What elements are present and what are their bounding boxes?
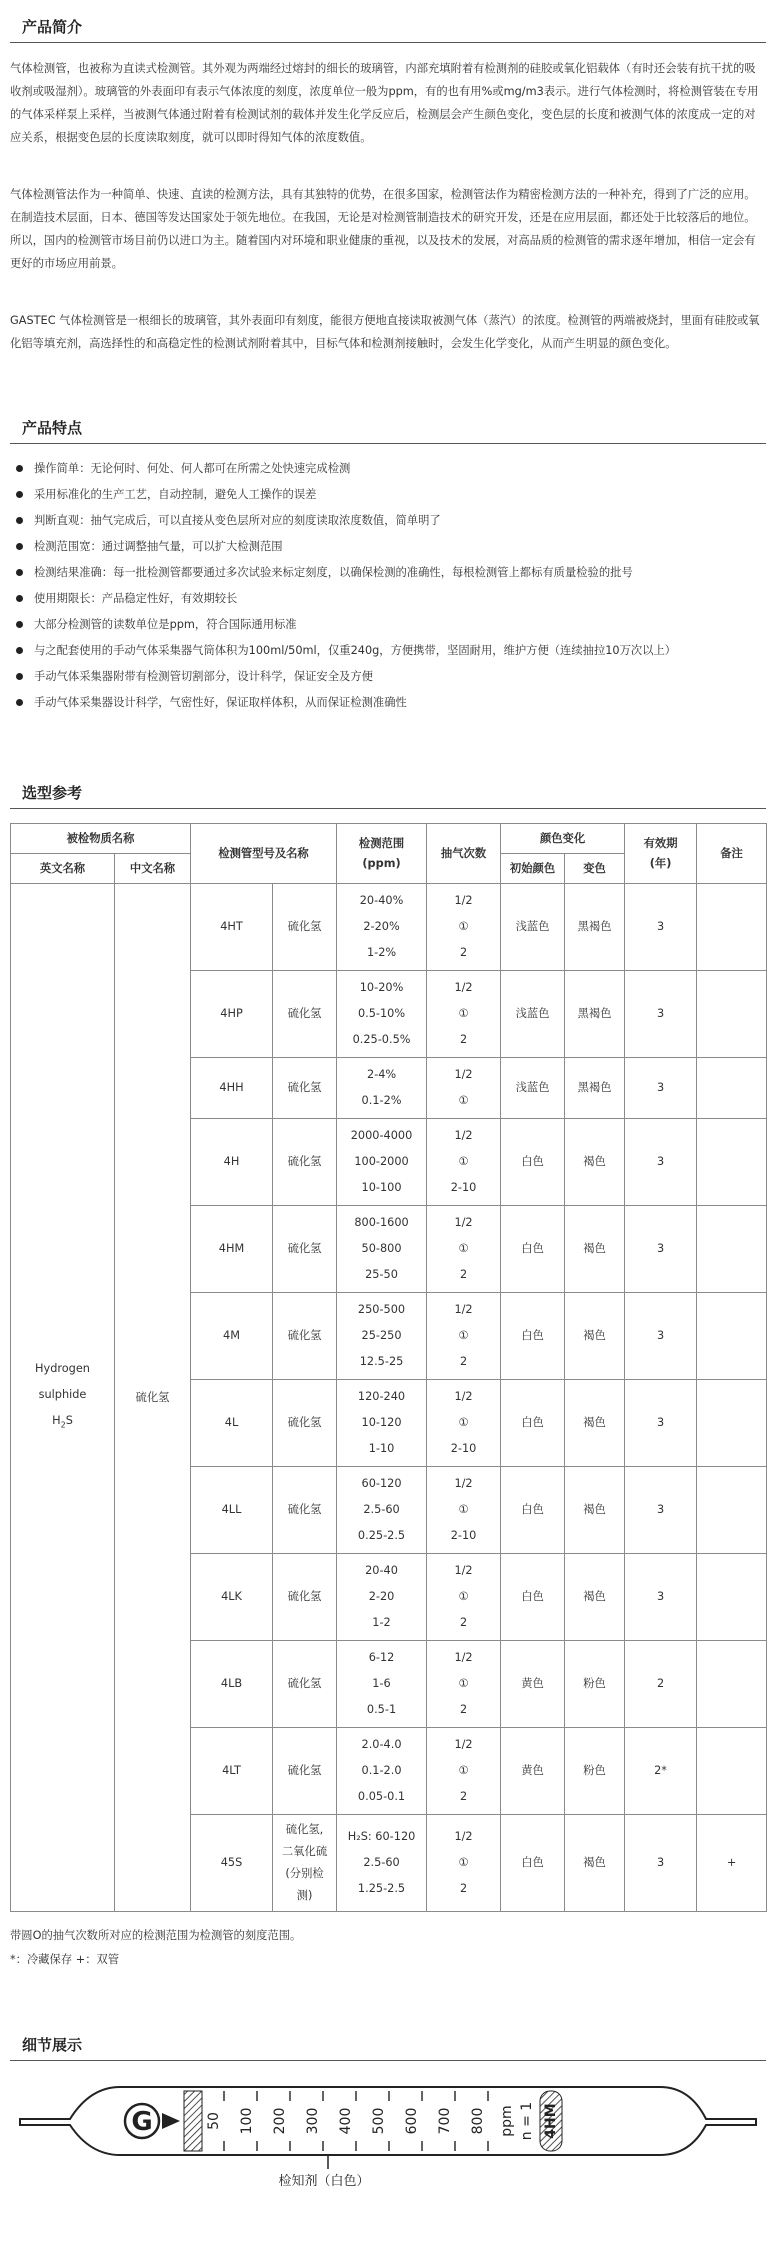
detail-section-header	[10, 2018, 766, 2061]
model-code-cell: 4HH	[191, 1058, 273, 1119]
pulls-value: 2-10	[450, 1442, 477, 1455]
pulls-value: 1/2	[454, 1477, 473, 1490]
range-cell	[337, 1467, 427, 1554]
formula-part: H	[52, 1414, 61, 1428]
pulls-value: 1/2	[454, 1303, 473, 1316]
tube-scale-label: 100	[239, 2107, 255, 2135]
header-changed-color: 变色	[565, 854, 625, 884]
range-cell	[337, 1728, 427, 1815]
pulls-value: 1/2	[454, 1738, 473, 1751]
remark-cell	[697, 1380, 767, 1467]
range-value: 800-1600	[354, 1216, 409, 1229]
remark-cell: +	[697, 1815, 767, 1912]
model-code-cell: 4HM	[191, 1206, 273, 1293]
range-value: 10-120	[361, 1416, 402, 1429]
model-name-cell: 硫化氢	[273, 1206, 337, 1293]
model-code-cell: 4L	[191, 1380, 273, 1467]
pulls-cell	[427, 971, 501, 1058]
validity-cell: 3	[625, 1815, 697, 1912]
initial-color-cell: 白色	[501, 1293, 565, 1380]
features-list	[0, 444, 776, 716]
range-value: 0.25-2.5	[357, 1529, 406, 1542]
validity-cell: 3	[625, 1467, 697, 1554]
pulls-value: 2	[459, 946, 468, 959]
changed-color-cell: 粉色	[565, 1641, 625, 1728]
range-cell	[337, 1380, 427, 1467]
substance-formula	[13, 1408, 112, 1438]
range-cell	[337, 884, 427, 971]
header-english: 英文名称	[11, 854, 115, 884]
tube-caption: 检知剂（白色）	[278, 2174, 370, 2189]
remark-cell	[697, 1554, 767, 1641]
remark-cell	[697, 971, 767, 1058]
range-cell	[337, 971, 427, 1058]
changed-color-cell: 褐色	[565, 1815, 625, 1912]
pulls-value: 1/2	[454, 1564, 473, 1577]
pulls-value: 1/2	[454, 894, 473, 907]
tube-scale-label: 500	[371, 2107, 387, 2135]
initial-color-cell: 白色	[501, 1467, 565, 1554]
model-code-cell: 4M	[191, 1293, 273, 1380]
features-title: 产品特点	[22, 419, 83, 437]
model-name-line: 二氧化硫	[281, 1845, 328, 1858]
header-initial-color: 初始颜色	[501, 854, 565, 884]
pulls-value: ①	[458, 1416, 469, 1429]
header-validity	[625, 824, 697, 884]
range-value: 20-40	[365, 1564, 398, 1577]
feature-item: 采用标准化的生产工艺，自动控制，避免人工操作的误差	[14, 482, 762, 508]
selection-table	[10, 823, 767, 1912]
model-code-cell: 4HP	[191, 971, 273, 1058]
range-cell	[337, 1293, 427, 1380]
pulls-value: 2	[459, 1882, 468, 1895]
range-value: 0.1-2.0	[361, 1764, 402, 1777]
substance-english-line: sulphide	[38, 1388, 87, 1402]
feature-item: 检测结果准确：每一批检测管都要通过多次试验来标定刻度，以确保检测的准确性，每根检测管上都标有质量检验的批号	[14, 560, 762, 586]
features-section-header	[10, 401, 766, 444]
pulls-value: 1/2	[454, 1216, 473, 1229]
pulls-cell	[427, 1293, 501, 1380]
range-value: 0.05-0.1	[357, 1790, 406, 1803]
changed-color-cell: 黑褐色	[565, 971, 625, 1058]
model-name-cell: 硫化氢	[273, 971, 337, 1058]
pulls-value: 2-10	[450, 1529, 477, 1542]
initial-color-cell: 白色	[501, 1119, 565, 1206]
model-name-cell	[273, 1815, 337, 1912]
changed-color-cell: 黑褐色	[565, 884, 625, 971]
validity-cell: 3	[625, 1119, 697, 1206]
validity-cell: 3	[625, 884, 697, 971]
model-name-cell: 硫化氢	[273, 1293, 337, 1380]
feature-item: 操作简单：无论何时、何处、何人都可在所需之处快速完成检测	[14, 456, 762, 482]
pulls-value: ①	[458, 1503, 469, 1516]
remark-cell	[697, 1206, 767, 1293]
initial-color-cell: 白色	[501, 1815, 565, 1912]
pulls-value: 2	[459, 1790, 468, 1803]
model-code-cell: 4LB	[191, 1641, 273, 1728]
model-name-cell: 硫化氢	[273, 1641, 337, 1728]
tube-illustration	[0, 2073, 776, 2191]
header-color-change: 颜色变化	[501, 824, 625, 854]
tube-scale-label: 400	[338, 2107, 354, 2135]
model-code-cell: 4H	[191, 1119, 273, 1206]
pulls-value: ①	[458, 1329, 469, 1342]
remark-cell	[697, 1728, 767, 1815]
header-pulls: 抽气次数	[427, 824, 501, 884]
feature-item: 检测范围宽：通过调整抽气量，可以扩大检测范围	[14, 534, 762, 560]
tube-scale-label: 600	[404, 2107, 420, 2135]
initial-color-cell: 白色	[501, 1554, 565, 1641]
substance-chinese-cell: 硫化氢	[115, 884, 191, 1912]
changed-color-cell: 粉色	[565, 1728, 625, 1815]
pulls-value: 1/2	[454, 1068, 473, 1081]
pulls-value: 2	[459, 1268, 468, 1281]
pulls-value: 1/2	[454, 1651, 473, 1664]
intro-paragraph-1: 气体检测管，也被称为直读式检测管。其外观为两端经过熔封的细长的玻璃管，内部充填附着有检测剂的硅胶或氧化铝载体（有时还会装有抗干扰的吸收剂或吸湿剂）。玻璃管的外表面印有表示气体浓度的刻度，浓度单位一般为ppm，有的也有用%或mg/m3表示。进行气体检测时，将检测管装在专用的气体采样泵上采样，当被测气体通过附着有检测试剂的载体并发生化学反应后，检测层会产生颜色变化，变色层的长度和被测气体的浓度成一定的对应关系，根据变色层的长度读取刻度，就可以即时得知气体的浓度数值。	[10, 62, 759, 144]
header-model: 检测管型号及名称	[191, 824, 337, 884]
tube-scale-label: 200	[272, 2107, 288, 2135]
validity-cell: 3	[625, 1380, 697, 1467]
range-value: 12.5-25	[359, 1355, 404, 1368]
range-value: 1-2	[372, 1616, 391, 1629]
formula-subscript: 2	[60, 1420, 66, 1430]
detail-title: 细节展示	[22, 2036, 83, 2054]
pulls-value: ①	[458, 1764, 469, 1777]
changed-color-cell: 褐色	[565, 1293, 625, 1380]
range-value: 2-20%	[363, 920, 400, 933]
remark-cell	[697, 1058, 767, 1119]
substance-english-cell	[11, 884, 115, 1912]
pulls-value: 2	[459, 1703, 468, 1716]
pulls-value: 1/2	[454, 1830, 473, 1843]
pulls-cell	[427, 1728, 501, 1815]
model-name-cell: 硫化氢	[273, 1467, 337, 1554]
remark-cell	[697, 884, 767, 971]
feature-item: 与之配套使用的手动气体采集器气筒体积为100ml/50ml，仅重240g，方便携带，坚固耐用，维护方便（连续抽拉10万次以上）	[14, 638, 762, 664]
header-substance: 被检物质名称	[11, 824, 191, 854]
header-range-title: 检测范围	[358, 837, 405, 851]
range-value: 1-10	[368, 1442, 395, 1455]
model-code-cell: 45S	[191, 1815, 273, 1912]
validity-cell: 2*	[625, 1728, 697, 1815]
intro-title: 产品简介	[22, 18, 83, 36]
tube-logo-letter: G	[131, 2107, 153, 2137]
changed-color-cell: 褐色	[565, 1554, 625, 1641]
changed-color-cell: 褐色	[565, 1467, 625, 1554]
range-value: 6-12	[368, 1651, 395, 1664]
validity-cell: 3	[625, 1058, 697, 1119]
model-name-cell: 硫化氢	[273, 1058, 337, 1119]
intro-paragraph-3: GASTEC 气体检测管是一根细长的玻璃管，其外表面印有刻度，能很方便地直接读取被测气体（蒸汽）的浓度。检测管的两端被烧封，里面有硅胶或氧化铝等填充剂，高选择性的和高稳定性的检测试剂附着其中，目标气体和检测剂接触时，会发生化学变化，从而产生明显的颜色变化。	[10, 314, 760, 350]
initial-color-cell: 黄色	[501, 1641, 565, 1728]
model-name-cell: 硫化氢	[273, 884, 337, 971]
remark-cell	[697, 1293, 767, 1380]
formula-part: S	[65, 1414, 73, 1428]
range-cell	[337, 1554, 427, 1641]
pulls-value: 1/2	[454, 1390, 473, 1403]
initial-color-cell: 浅蓝色	[501, 971, 565, 1058]
pulls-cell	[427, 1119, 501, 1206]
pulls-value: ①	[458, 1856, 469, 1869]
range-value: 2.5-60	[363, 1856, 400, 1869]
model-name-line: (分别检	[285, 1867, 324, 1880]
feature-item: 判断直观：抽气完成后，可以直接从变色层所对应的刻度读取浓度数值，简单明了	[14, 508, 762, 534]
feature-item: 手动气体采集器附带有检测管切割部分，设计科学，保证安全及方便	[14, 664, 762, 690]
validity-cell: 2	[625, 1641, 697, 1728]
pulls-value: 2	[459, 1033, 468, 1046]
pulls-value: ①	[458, 1007, 469, 1020]
model-code-cell: 4HT	[191, 884, 273, 971]
pulls-value: ①	[458, 1590, 469, 1603]
note-line-2: *：冷藏保存 +：双管	[10, 1953, 120, 1966]
validity-cell: 3	[625, 1554, 697, 1641]
range-value: 2.0-4.0	[361, 1738, 402, 1751]
model-name-cell: 硫化氢	[273, 1728, 337, 1815]
note-line-1: 带圆O的抽气次数所对应的检测范围为检测管的刻度范围。	[10, 1929, 302, 1942]
pulls-cell	[427, 1554, 501, 1641]
pulls-cell	[427, 1641, 501, 1728]
pulls-cell	[427, 1467, 501, 1554]
tube-scale-label: 700	[437, 2107, 453, 2135]
pulls-value: ①	[458, 1242, 469, 1255]
header-remark: 备注	[697, 824, 767, 884]
feature-item: 手动气体采集器设计科学，气密性好，保证取样体积，从而保证检测准确性	[14, 690, 762, 716]
range-value: 2.5-60	[363, 1503, 400, 1516]
header-chinese: 中文名称	[115, 854, 191, 884]
pulls-cell	[427, 1380, 501, 1467]
changed-color-cell: 褐色	[565, 1206, 625, 1293]
model-name-line: 测)	[296, 1889, 313, 1902]
selection-title: 选型参考	[22, 784, 83, 802]
header-validity-unit: (年)	[649, 856, 672, 870]
range-cell	[337, 1641, 427, 1728]
initial-color-cell: 白色	[501, 1206, 565, 1293]
table-notes	[0, 1912, 776, 1972]
selection-section-header	[10, 766, 766, 809]
range-value: H₂S: 60-120	[347, 1830, 416, 1843]
model-name-cell: 硫化氢	[273, 1380, 337, 1467]
model-name-cell: 硫化氢	[273, 1554, 337, 1641]
remark-cell	[697, 1119, 767, 1206]
range-value: 0.25-0.5%	[352, 1033, 411, 1046]
range-value: 100-2000	[354, 1155, 409, 1168]
substance-english-line: Hydrogen	[35, 1362, 90, 1376]
pulls-value: 2	[459, 1355, 468, 1368]
pulls-value: 2-10	[450, 1181, 477, 1194]
pulls-cell	[427, 884, 501, 971]
validity-cell: 3	[625, 1206, 697, 1293]
pulls-value: 1/2	[454, 1129, 473, 1142]
range-value: 50-800	[361, 1242, 402, 1255]
intro-body	[0, 43, 776, 355]
pulls-value: 2	[459, 1616, 468, 1629]
range-value: 2000-4000	[350, 1129, 413, 1142]
remark-cell	[697, 1467, 767, 1554]
pulls-value: ①	[458, 1677, 469, 1690]
range-value: 1-2%	[366, 946, 397, 959]
tube-plug-right	[540, 2091, 562, 2151]
range-value: 25-50	[365, 1268, 398, 1281]
pulls-cell	[427, 1206, 501, 1293]
header-range	[337, 824, 427, 884]
range-value: 2-20	[368, 1590, 395, 1603]
changed-color-cell: 褐色	[565, 1119, 625, 1206]
pulls-cell	[427, 1815, 501, 1912]
model-code-cell: 4LL	[191, 1467, 273, 1554]
pulls-value: ①	[458, 1094, 469, 1107]
range-value: 25-250	[361, 1329, 402, 1342]
tube-scale-label: 300	[305, 2107, 321, 2135]
range-value: 250-500	[357, 1303, 406, 1316]
range-value: 120-240	[357, 1390, 406, 1403]
pulls-value: ①	[458, 920, 469, 933]
range-value: 10-20%	[359, 981, 404, 994]
initial-color-cell: 浅蓝色	[501, 1058, 565, 1119]
range-value: 0.1-2%	[361, 1094, 402, 1107]
range-value: 0.5-10%	[357, 1007, 406, 1020]
range-cell	[337, 1119, 427, 1206]
range-value: 60-120	[361, 1477, 402, 1490]
range-cell	[337, 1206, 427, 1293]
header-range-unit: (ppm)	[362, 856, 401, 870]
model-code-cell: 4LK	[191, 1554, 273, 1641]
range-value: 10-100	[361, 1181, 402, 1194]
pulls-value: ①	[458, 1155, 469, 1168]
range-value: 1-6	[372, 1677, 391, 1690]
tube-pulls-label: n = 1	[519, 2101, 535, 2141]
range-cell	[337, 1815, 427, 1912]
range-cell	[337, 1058, 427, 1119]
range-value: 20-40%	[359, 894, 404, 907]
table-row	[11, 884, 767, 971]
model-name-cell: 硫化氢	[273, 1119, 337, 1206]
intro-section-header	[10, 0, 766, 43]
range-value: 2-4%	[366, 1068, 397, 1081]
tube-plug-left	[184, 2091, 202, 2151]
detector-tube-diagram	[0, 2073, 776, 2191]
initial-color-cell: 浅蓝色	[501, 884, 565, 971]
feature-item: 使用期限长：产品稳定性好，有效期较长	[14, 586, 762, 612]
tube-scale-label: 800	[470, 2107, 486, 2135]
tube-unit-label: ppm	[499, 2105, 515, 2137]
feature-item: 大部分检测管的读数单位是ppm，符合国际通用标准	[14, 612, 762, 638]
changed-color-cell: 褐色	[565, 1380, 625, 1467]
pulls-cell	[427, 1058, 501, 1119]
changed-color-cell: 黑褐色	[565, 1058, 625, 1119]
remark-cell	[697, 1641, 767, 1728]
header-validity-title: 有效期	[643, 837, 678, 851]
tube-scale-label: 50	[206, 2112, 222, 2130]
intro-paragraph-2: 气体检测管法作为一种简单、快速、直读的检测方法，具有其独特的优势，在很多国家，检测管法作为精密检测方法的一种补充，得到了广泛的应用。在制造技术层面，日本、德国等发达国家处于领先地位。在我国，无论是对检测管制造技术的研究开发，还是在应用层面，都还处于比较落后的地位。所以，国内的检测管市场目前仍以进口为主。随着国内对环境和职业健康的重视，以及技术的发展，对高品质的检测管的需求逐年增加，相信一定会有更好的市场应用前景。	[10, 188, 756, 270]
validity-cell: 3	[625, 971, 697, 1058]
model-name-line: 硫化氢,	[285, 1823, 324, 1836]
initial-color-cell: 黄色	[501, 1728, 565, 1815]
model-code-cell: 4LT	[191, 1728, 273, 1815]
selection-table-body	[11, 884, 767, 1912]
validity-cell: 3	[625, 1293, 697, 1380]
initial-color-cell: 白色	[501, 1380, 565, 1467]
pulls-value: 1/2	[454, 981, 473, 994]
range-value: 0.5-1	[366, 1703, 397, 1716]
range-value: 1.25-2.5	[357, 1882, 406, 1895]
